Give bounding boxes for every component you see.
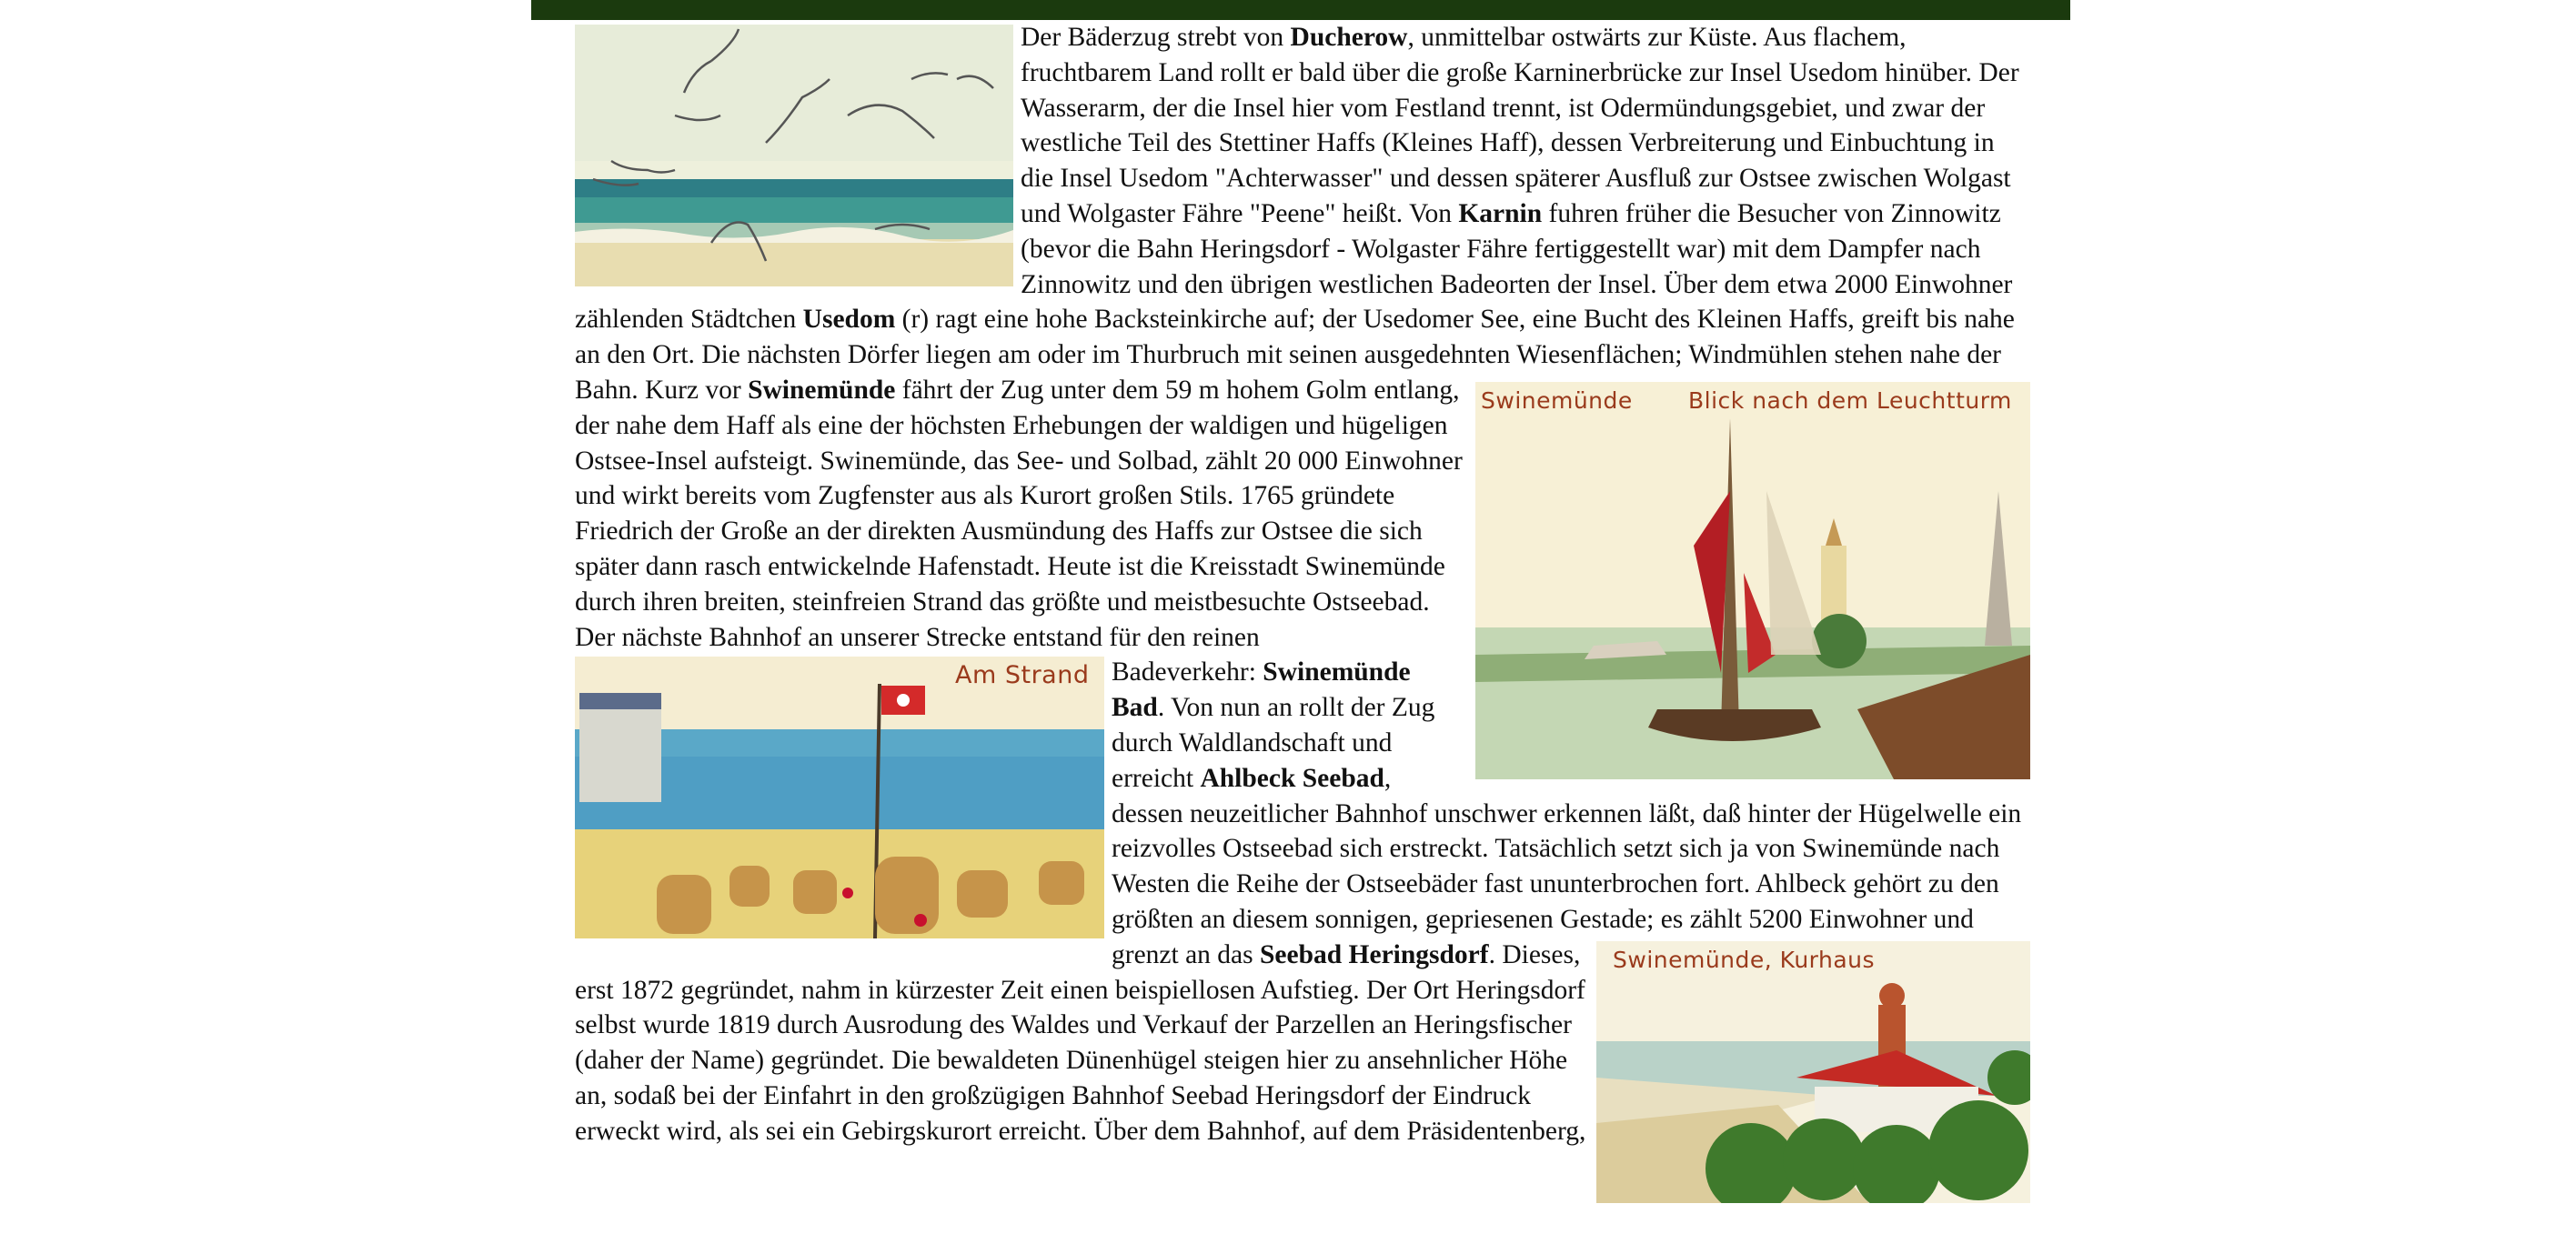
place-name: Usedom	[802, 305, 896, 335]
text-run: fuhren früher die Besucher von Zinnowitz (bevor die Bahn Heringsdorf - Wolgaster Fähre fertiggestellt war) mit dem Dampfer nach Zinnowitz und den übrigen westlichen Badeorten der Insel. Über dem etwa 2000 Einwohner zählenden Städtchen	[575, 198, 2013, 335]
picture-caption: Swinemünde	[1481, 386, 1633, 414]
text-run: , unmittelbar ostwärts zur Küste. Aus flachem, fruchtbarem Land rollt er bald über die große Karninerbrücke zur Insel Usedom hinüber. Der Wasserarm, der die Insel hier vom Festland trennt, ist Odermündungsgebiet, und zwar der westliche Teil des Stettiner Haffs (Kleines Haff), dessen Verbreiterung und Einbuchtung in die Insel Usedom "Achterwasser" und dessen späterer Ausfluß zur Ostsee zwischen Wolgast und Wolgaster Fähre "Peene" heißt. Von	[1021, 23, 2019, 228]
picture-caption: Blick nach dem Leuchtturm	[1688, 386, 2012, 414]
kurhaus-picture	[1596, 941, 2030, 1203]
picture-caption: Am Strand	[955, 661, 1090, 690]
lighthouse-picture	[1475, 382, 2030, 779]
text-run: fährt der Zug unter dem 59 m hohem Golm entlang, der nahe dem Haff als eine der höchsten Erhebungen der waldigen und hügeligen Ostsee-Insel aufsteigt. Swinemünde, das See- und Solbad, zählt 20 000 Einwohner und wirkt bereits vom Zugfenster aus als Kurort großen Stils. 1765 gründete Friedrich der Große an der direkten Ausmündung des Haffs zur Ostsee die sich später dann rasch entwickelnde Hafenstadt. Heute ist die Kreisstadt Swinemünde durch ihren breiten, steinfreien Strand das größte und meistbesuchte Ostseebad. Der nächste Bahnhof an unserer Strecke entstand für den reinen	[575, 375, 1463, 652]
place-name: Ducherow	[1290, 23, 1408, 52]
place-name: Karnin	[1458, 198, 1543, 228]
place-name: Ahlbeck Seebad	[1200, 763, 1384, 793]
beach-picture	[575, 657, 1104, 938]
text-run: Der Bäderzug strebt von	[1021, 23, 1291, 52]
gulls-picture	[575, 25, 1013, 286]
text-run: (r) ragt eine hohe Backsteinkirche auf; der Usedomer See, eine Bucht des Kleinen Haffs, greift bis nahe an den Ort. Die nächsten Dörfer liegen am oder im Thurbruch mit seinen ausgedehnten Wiesenflächen; Windmühlen stehen nahe der Bahn. Kurz vor	[575, 305, 2015, 405]
article-content	[575, 20, 2030, 1203]
text-run: , dessen neuzeitlicher Bahnhof unschwer erkennen läßt, daß hinter der Hügelwelle ein reizvolles Ostseebad sich erstreckt. Tatsächlich setzt sich ja von Swinemünde nach Westen die Reihe der Ostseebäder fast ununterbrochen fort. Ahlbeck gehört zu den größten an diesem sonnigen, gepriesenen Gestade; es zählt 5200 Einwohner und grenzt an das	[1112, 763, 2022, 969]
place-name: Seebad Heringsdorf	[1260, 939, 1489, 969]
place-name: Swinemünde	[748, 375, 896, 405]
text-run: Badeverkehr:	[1112, 657, 1263, 687]
page	[531, 0, 2070, 1244]
picture-caption: Swinemünde, Kurhaus	[1613, 946, 1876, 973]
text-run: . Dieses, erst 1872 gegründet, nahm in kürzester Zeit einen beispiellosen Aufstieg. Der Ort Heringsdorf selbst wurde 1819 durch Ausrodung des Waldes und Verkauf der Parzellen an Heringsfischer (daher der Name) gegründet. Die bewaldeten Dünenhügel steigen hier zu ansehnlicher Höhe an, sodaß bei der Einfahrt in den großzügigen Bahnhof Seebad Heringsdorf der Eindruck erweckt wird, als sei ein Gebirgskurort erreicht. Über dem Bahnhof, auf dem Präsidentenberg,	[575, 939, 1586, 1146]
text-run: . Von nun an rollt der Zug durch Waldlandschaft und erreicht	[1112, 693, 1435, 793]
place-name: Swinemünde Bad	[1112, 657, 1411, 723]
top-bar	[531, 0, 2070, 20]
